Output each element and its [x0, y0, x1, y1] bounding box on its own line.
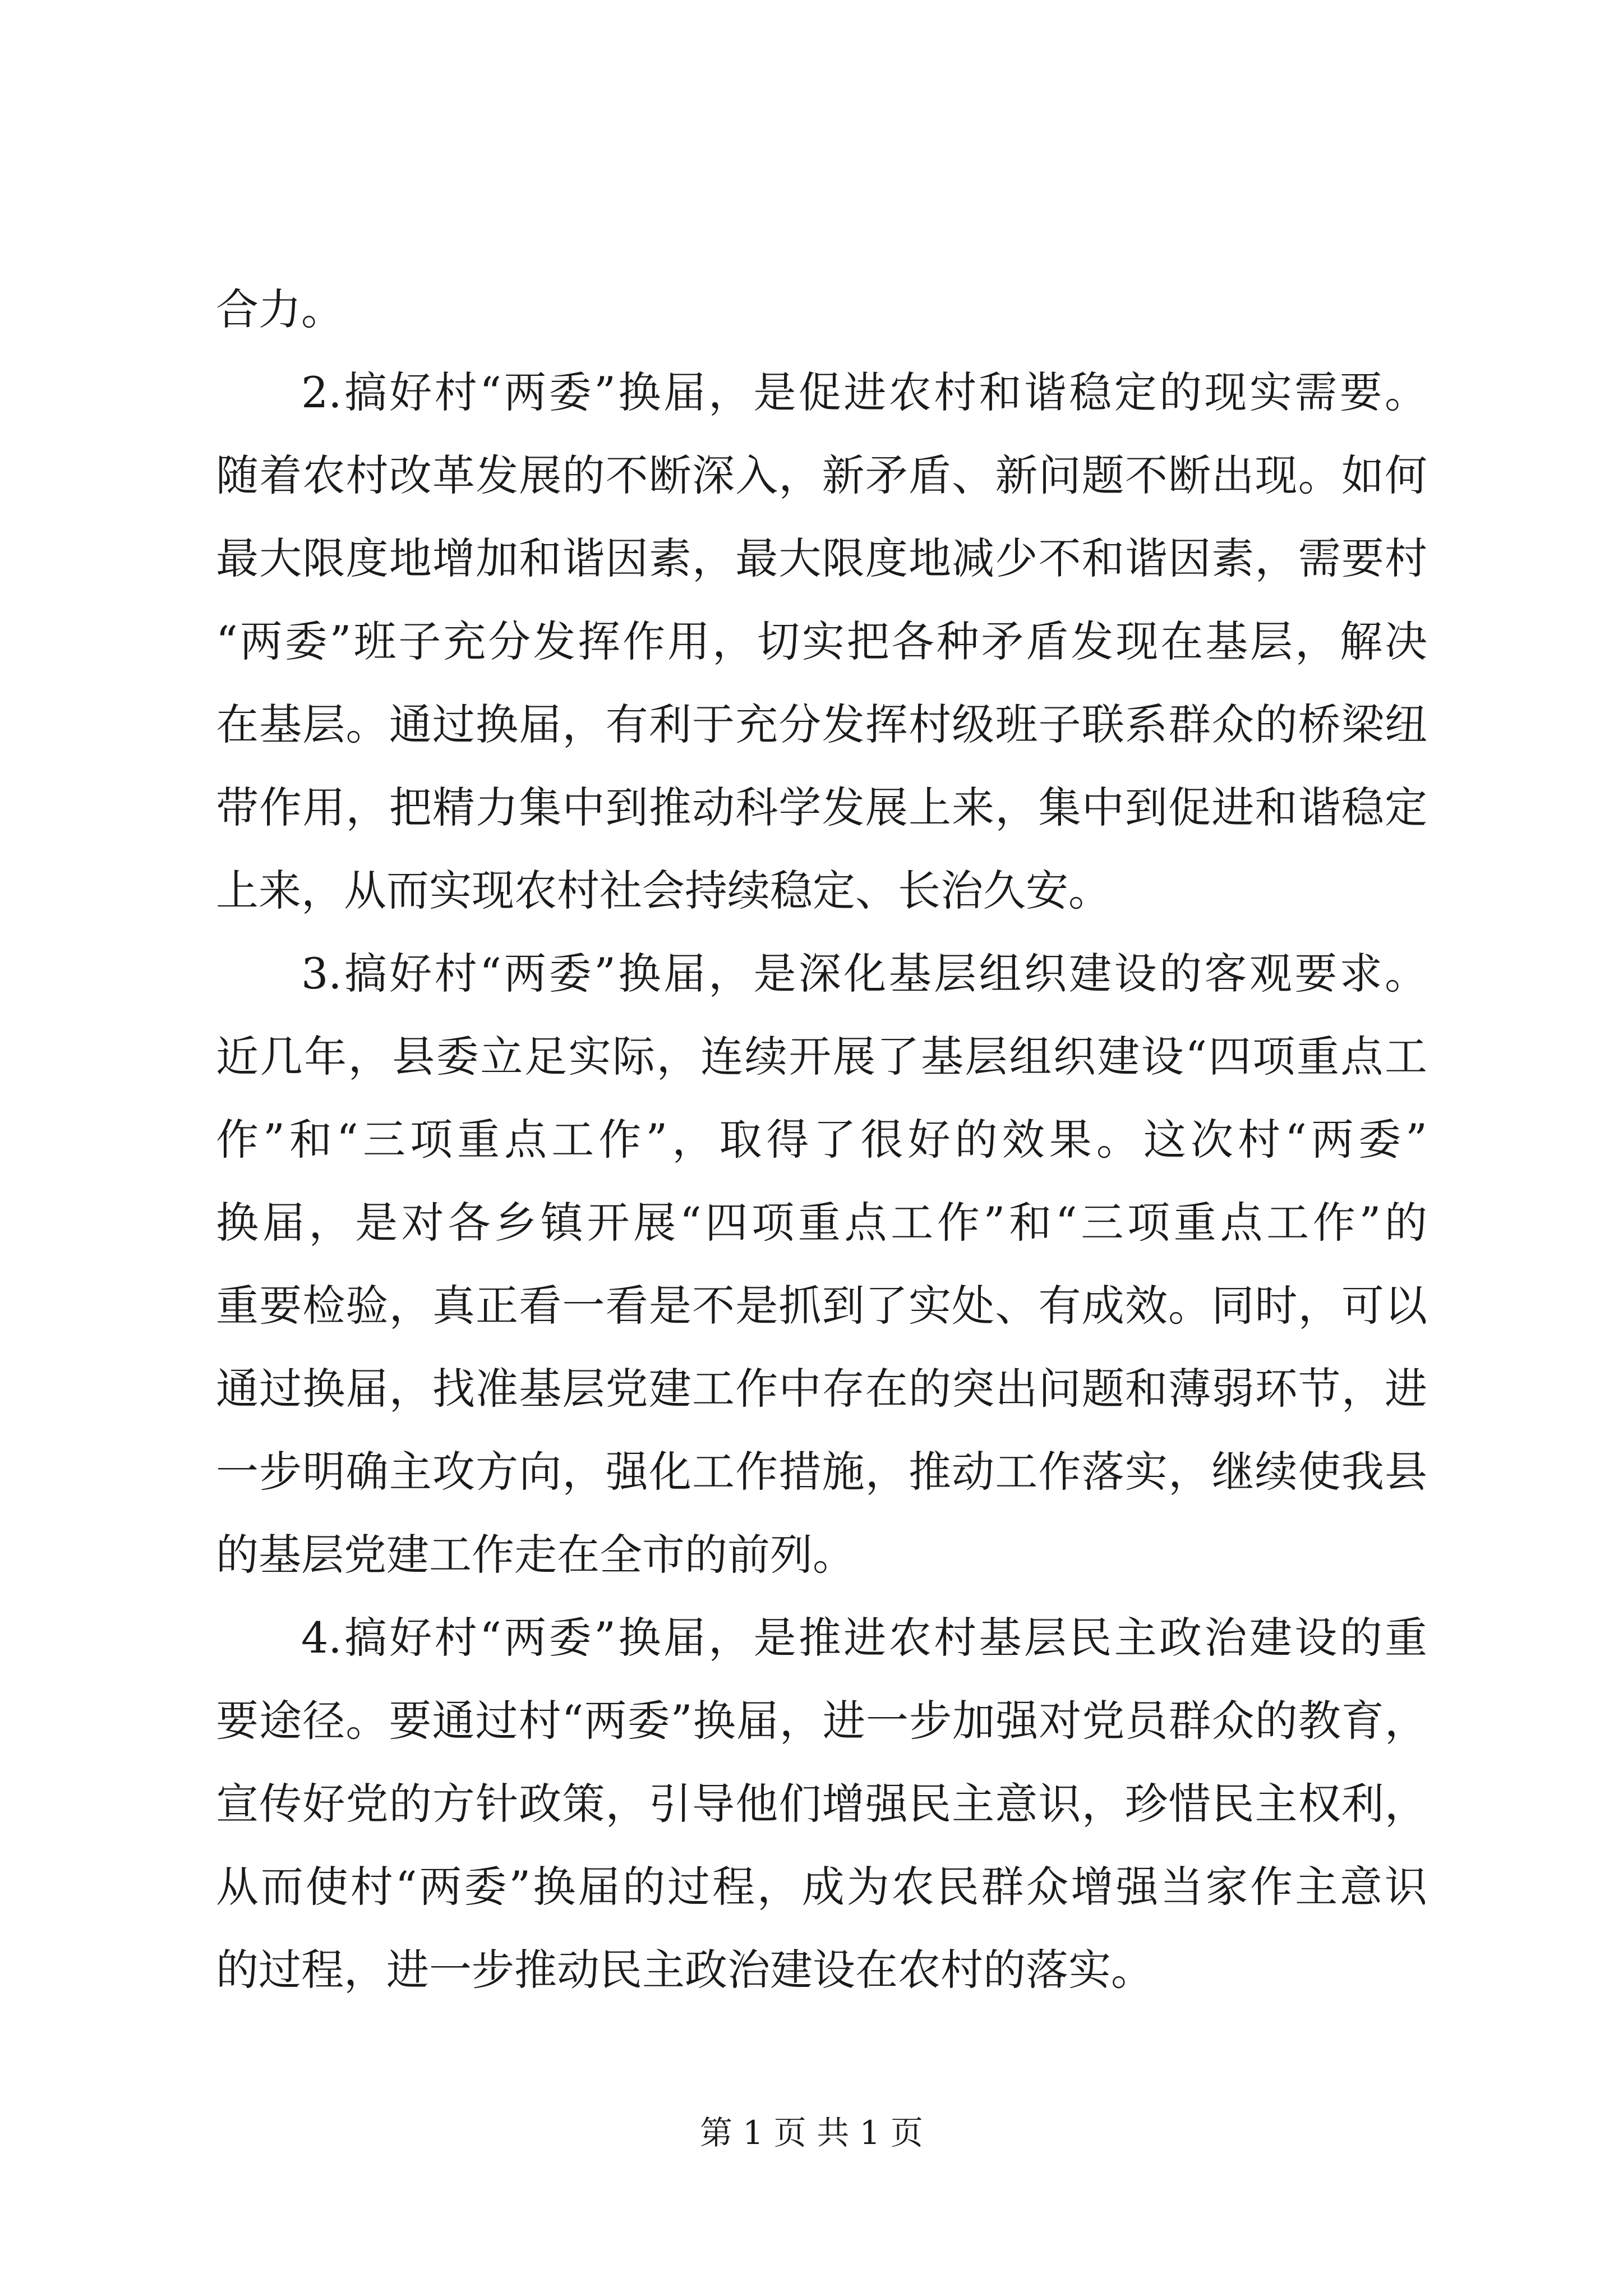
text-line: 重要检验，真正看一看是不是抓到了实处、有成效。同时，可以 — [216, 1281, 1427, 1331]
text-line: 3.搞好村“两委”换届，是深化基层组织建设的客观要求。 — [301, 949, 1427, 999]
text-line: 宣传好党的方针政策，引导他们增强民主意识，珍惜民主权利， — [216, 1779, 1427, 1829]
text-line: 带作用，把精力集中到推动科学发展上来，集中到促进和谐稳定 — [216, 783, 1427, 832]
text-line: 4.搞好村“两委”换届，是推进农村基层民主政治建设的重 — [301, 1613, 1427, 1663]
page-number-label: 第 1 页 共 1 页 — [700, 2114, 923, 2152]
text-line: 最大限度地增加和谐因素，最大限度地减少不和谐因素，需要村 — [216, 533, 1427, 583]
text-line: 作”和“三项重点工作”，取得了很好的效果。这次村“两委” — [216, 1115, 1427, 1165]
document-body — [216, 268, 1427, 2012]
text-line: 随着农村改革发展的不断深入，新矛盾、新问题不断出现。如何 — [216, 450, 1427, 500]
text-line: 的过程，进一步推动民主政治建设在农村的落实。 — [216, 1945, 1154, 1995]
text-line: 换届，是对各乡镇开展“四项重点工作”和“三项重点工作”的 — [216, 1198, 1427, 1248]
text-line: 的基层党建工作走在全市的前列。 — [216, 1530, 855, 1580]
text-line: 通过换届，找准基层党建工作中存在的突出问题和薄弱环节，进 — [216, 1364, 1427, 1414]
text-line: 近几年，县委立足实际，连续开展了基层组织建设“四项重点工 — [216, 1032, 1427, 1082]
text-line: 要途径。要通过村“两委”换届，进一步加强对党员群众的教育， — [216, 1696, 1427, 1746]
text-line: 在基层。通过换届，有利于充分发挥村级班子联系群众的桥梁纽 — [216, 700, 1427, 749]
page-footer — [0, 2110, 1623, 2155]
text-line: 合力。 — [216, 284, 344, 334]
text-line: 一步明确主攻方向，强化工作措施，推动工作落实，继续使我县 — [216, 1447, 1427, 1497]
text-line: 从而使村“两委”换届的过程，成为农民群众增强当家作主意识 — [216, 1862, 1427, 1912]
text-line: “两委”班子充分发挥作用，切实把各种矛盾发现在基层，解决 — [216, 616, 1427, 666]
text-line: 上来，从而实现农村社会持续稳定、长治久安。 — [216, 866, 1111, 915]
text-line: 2.搞好村“两委”换届，是促进农村和谐稳定的现实需要。 — [301, 367, 1427, 417]
